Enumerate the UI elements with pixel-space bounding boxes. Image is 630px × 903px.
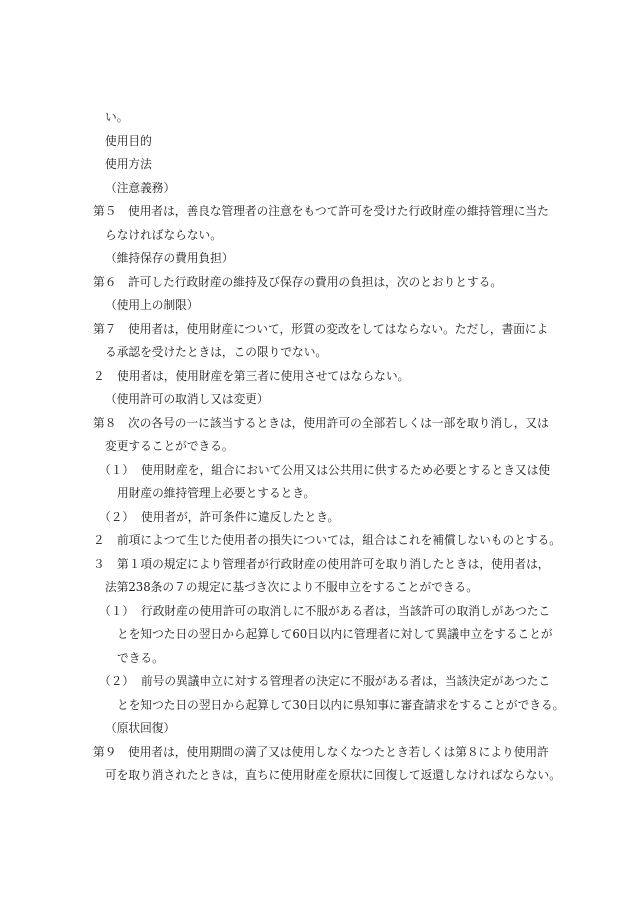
- section-heading: [0, 177, 630, 201]
- line-text: 使用者が，許可条件に違反したとき。: [141, 509, 340, 524]
- line-text: できる。: [117, 650, 164, 665]
- item-line: [0, 670, 630, 694]
- line-text: 使用者は，使用財産を第三者に使用させてはならない。: [117, 368, 410, 383]
- paragraph-number: ２: [93, 368, 105, 383]
- article-number: 第９: [93, 744, 117, 759]
- article-line: [0, 318, 630, 342]
- section-heading: [0, 294, 630, 318]
- paragraph-line: [0, 365, 630, 389]
- item-number: （２）: [99, 509, 135, 524]
- item-continuation-line: [0, 482, 630, 506]
- line-text: 前項によつて生じた使用者の損失については，組合はこれを補償しないものとする。: [117, 533, 561, 547]
- line-text: 使用方法: [105, 157, 152, 171]
- line-text: らなければならない。: [105, 227, 222, 242]
- continuation-line: [0, 576, 630, 600]
- heading-text: （使用上の制限）: [105, 298, 199, 312]
- paragraph-line: [0, 553, 630, 577]
- line-text: とを知つた日の翌日から起算して60日以内に管理者に対して異議申立をすることが: [117, 627, 553, 641]
- item-line: [0, 459, 630, 483]
- line-text: 使用目的: [105, 133, 152, 148]
- continuation-line: [0, 224, 630, 248]
- article-number: 第８: [93, 415, 117, 430]
- article-number: 第６: [93, 274, 117, 289]
- item-number: （２）: [99, 674, 135, 688]
- line-text: 用財産の維持管理上必要とするとき。: [117, 486, 316, 500]
- line-text: 使用者は，善良な管理者の注意をもつて許可を受けた行政財産の維持管理に当た: [128, 204, 549, 218]
- paragraph-line: [0, 529, 630, 553]
- line-text: 変更することができる。: [105, 439, 234, 453]
- line-text: 使用者は，使用期間の満了又は使用しなくなつたとき若しくは第８により使用許: [128, 744, 549, 759]
- list-entry-line: [0, 153, 630, 177]
- heading-text: （注意義務）: [105, 180, 176, 195]
- heading-text: （使用許可の取消し又は変更）: [105, 392, 269, 406]
- item-number: （１）: [99, 603, 135, 618]
- list-entry-line: [0, 130, 630, 154]
- paragraph-number: ３: [93, 556, 105, 571]
- article-line: [0, 200, 630, 224]
- continuation-line: [0, 435, 630, 459]
- item-continuation-line: [0, 647, 630, 671]
- section-heading: [0, 717, 630, 741]
- line-text: 前号の異議申立に対する管理者の決定に不服がある者は，当該決定があつたこ: [141, 674, 551, 688]
- line-text: 使用者は，使用財産について，形質の変改をしてはならない。ただし，書面によ: [128, 321, 549, 336]
- item-line: [0, 506, 630, 530]
- line-text: 第１項の規定により管理者が行政財産の使用許可を取り消したときは，使用者は，: [117, 556, 550, 571]
- line-text: い。: [105, 110, 129, 124]
- line-text: る承認を受けたときは，この限りでない。: [105, 345, 328, 359]
- item-continuation-line: [0, 694, 630, 718]
- line-text: 許可した行政財産の維持及び保存の費用の負担は，次のとおりとする。: [128, 274, 503, 289]
- section-heading: [0, 247, 630, 271]
- article-line: [0, 412, 630, 436]
- item-continuation-line: [0, 623, 630, 647]
- section-heading: [0, 388, 630, 412]
- article-line: [0, 741, 630, 765]
- line-text: 法第238条の７の規定に基づき次により不服申立をすることができる。: [105, 580, 478, 594]
- line-text: 使用財産を，組合において公用又は公共用に供するため必要とするとき又は使: [141, 462, 551, 477]
- item-line: [0, 600, 630, 624]
- paragraph-number: ２: [93, 533, 105, 547]
- document-body: [0, 106, 630, 788]
- article-line: [0, 271, 630, 295]
- line-text: とを知つた日の翌日から起算して30日以内に県知事に審査請求をすることができる。: [117, 697, 565, 712]
- line-text: 次の各号の一に該当するときは，使用許可の全部若しくは一部を取り消し，又は: [128, 415, 549, 430]
- item-number: （１）: [99, 462, 135, 477]
- article-number: 第５: [93, 204, 117, 218]
- article-number: 第７: [93, 321, 117, 336]
- heading-text: （原状回復）: [105, 721, 176, 735]
- continuation-line: [0, 764, 630, 788]
- continuation-line: [0, 341, 630, 365]
- continuation-line: [0, 106, 630, 130]
- line-text: 可を取り消されたときは，直ちに使用財産を原状に回復して返還しなければならない。: [105, 768, 561, 782]
- heading-text: （維持保存の費用負担）: [105, 251, 234, 265]
- line-text: 行政財産の使用許可の取消しに不服がある者は，当該許可の取消しがあつたこ: [141, 603, 551, 618]
